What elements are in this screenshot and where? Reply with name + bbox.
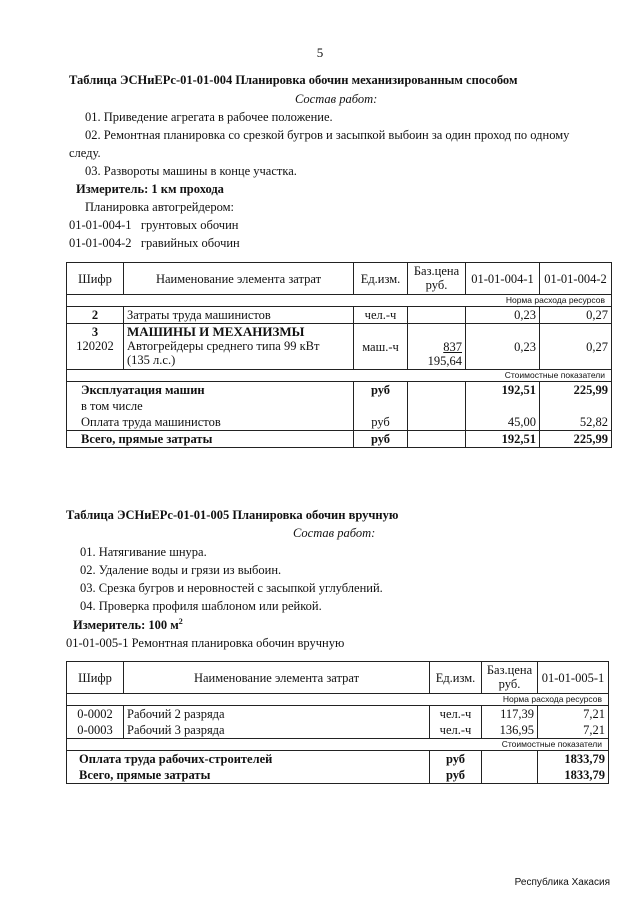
pay-value: 45,00 (466, 414, 540, 431)
header-name: Наименование элемента затрат (124, 263, 354, 295)
pay-label: Оплата труда рабочих-строителей (67, 751, 430, 768)
header-base-price: Баз.цена руб. (482, 662, 538, 694)
cost-note: Стоимостные показатели (67, 370, 612, 382)
all-value: 1833,79 (538, 767, 609, 784)
header-unit: Ед.изм. (430, 662, 482, 694)
row-name: Рабочий 2 разряда (124, 706, 430, 723)
table1-measure: Измеритель: 1 км прохода (76, 182, 224, 196)
pay-label: Оплата труда машинистов (67, 414, 354, 431)
row-code: 3 120202 (67, 324, 124, 370)
header-base-price: Баз.цена руб. (408, 263, 466, 295)
total-unit: руб (354, 382, 408, 399)
table1-code-line (69, 236, 240, 251)
table1-title: Таблица ЭСНиЕРс-01-01-004 Планировка обочин механизированным способом (69, 73, 518, 87)
row-price: 837 195,64 (408, 324, 466, 370)
row-code: 0-0003 (67, 722, 124, 739)
row-value: 0,27 (540, 324, 612, 370)
header-name: Наименование элемента затрат (124, 662, 430, 694)
all-value: 225,99 (540, 431, 612, 448)
header-col1: 01-01-005-1 (538, 662, 609, 694)
code: 01-01-004-1 (69, 218, 132, 232)
row-name: МАШИНЫ И МЕХАНИЗМЫ Автогрейдеры среднего типа 99 кВт (135 л.с.) (124, 324, 354, 370)
row-value: 0,23 (466, 324, 540, 370)
row-code: 2 (67, 307, 124, 324)
header-col2: 01-01-004-2 (540, 263, 612, 295)
code: 01-01-004-2 (69, 236, 132, 250)
table1-subheading: Планировка автогрейдером: (85, 200, 235, 214)
row-price: 136,95 (482, 722, 538, 739)
table2-composition-heading: Состав работ: (293, 526, 376, 540)
table2-work-item: 01. Натягивание шнура. (80, 545, 207, 559)
row-price (408, 307, 466, 324)
table2-work-item: 03. Срезка бугров и неровностей с засыпкой углублений. (80, 581, 383, 595)
row-price: 117,39 (482, 706, 538, 723)
page-number: 5 (316, 45, 324, 60)
table2-code-line: 01-01-005-1 Ремонтная планировка обочин вручную (66, 636, 345, 650)
total-value: 192,51 (466, 382, 540, 399)
norm-note: Норма расхода ресурсов (67, 295, 612, 307)
cost-note: Стоимостные показатели (67, 739, 609, 751)
table1-code-line (69, 218, 238, 233)
table2-title: Таблица ЭСНиЕРс-01-01-005 Планировка обочин вручную (66, 508, 399, 522)
row-unit: чел.-ч (354, 307, 408, 324)
table1-work-item: следу. (69, 146, 101, 160)
table2 (66, 661, 609, 784)
table1-work-item: 01. Приведение агрегата в рабочее положение. (85, 110, 333, 124)
all-unit: руб (354, 431, 408, 448)
row-name: Затраты труда машинистов (124, 307, 354, 324)
all-unit: руб (430, 767, 482, 784)
pay-value: 1833,79 (538, 751, 609, 768)
table1-work-item: 02. Ремонтная планировка со срезкой бугров и засыпкой выбоин за один проход по одному (85, 128, 570, 142)
row-unit: чел.-ч (430, 722, 482, 739)
table1 (66, 262, 612, 448)
total-price (408, 382, 466, 399)
row-unit: маш.-ч (354, 324, 408, 370)
row-value: 0,23 (466, 307, 540, 324)
table1-composition-heading: Состав работ: (295, 92, 378, 106)
footer-region: Республика Хакасия (514, 877, 610, 888)
all-label: Всего, прямые затраты (67, 767, 430, 784)
row-value: 0,27 (540, 307, 612, 324)
pay-unit: руб (430, 751, 482, 768)
table2-measure: Измеритель: 100 $м^2$ (73, 617, 183, 633)
header-col1: 01-01-004-1 (466, 263, 540, 295)
total-value: 225,99 (540, 382, 612, 399)
incl-label: в том числе (67, 398, 354, 414)
header-cipher: Шифр (67, 662, 124, 694)
row-value: 7,21 (538, 722, 609, 739)
all-label: Всего, прямые затраты (67, 431, 354, 448)
row-name: Рабочий 3 разряда (124, 722, 430, 739)
header-cipher: Шифр (67, 263, 124, 295)
all-value: 192,51 (466, 431, 540, 448)
header-unit: Ед.изм. (354, 263, 408, 295)
row-unit: чел.-ч (430, 706, 482, 723)
pay-unit: руб (354, 414, 408, 431)
code-name: гравийных обочин (140, 236, 240, 250)
pay-value: 52,82 (540, 414, 612, 431)
row-code: 0-0002 (67, 706, 124, 723)
total-label: Эксплуатация машин (67, 382, 354, 399)
table1-work-item: 03. Развороты машины в конце участка. (85, 164, 297, 178)
code-name: грунтовых обочин (140, 218, 239, 232)
row-value: 7,21 (538, 706, 609, 723)
norm-note: Норма расхода ресурсов (67, 694, 609, 706)
table2-work-item: 04. Проверка профиля шаблоном или рейкой. (80, 599, 322, 613)
table2-work-item: 02. Удаление воды и грязи из выбоин. (80, 563, 282, 577)
